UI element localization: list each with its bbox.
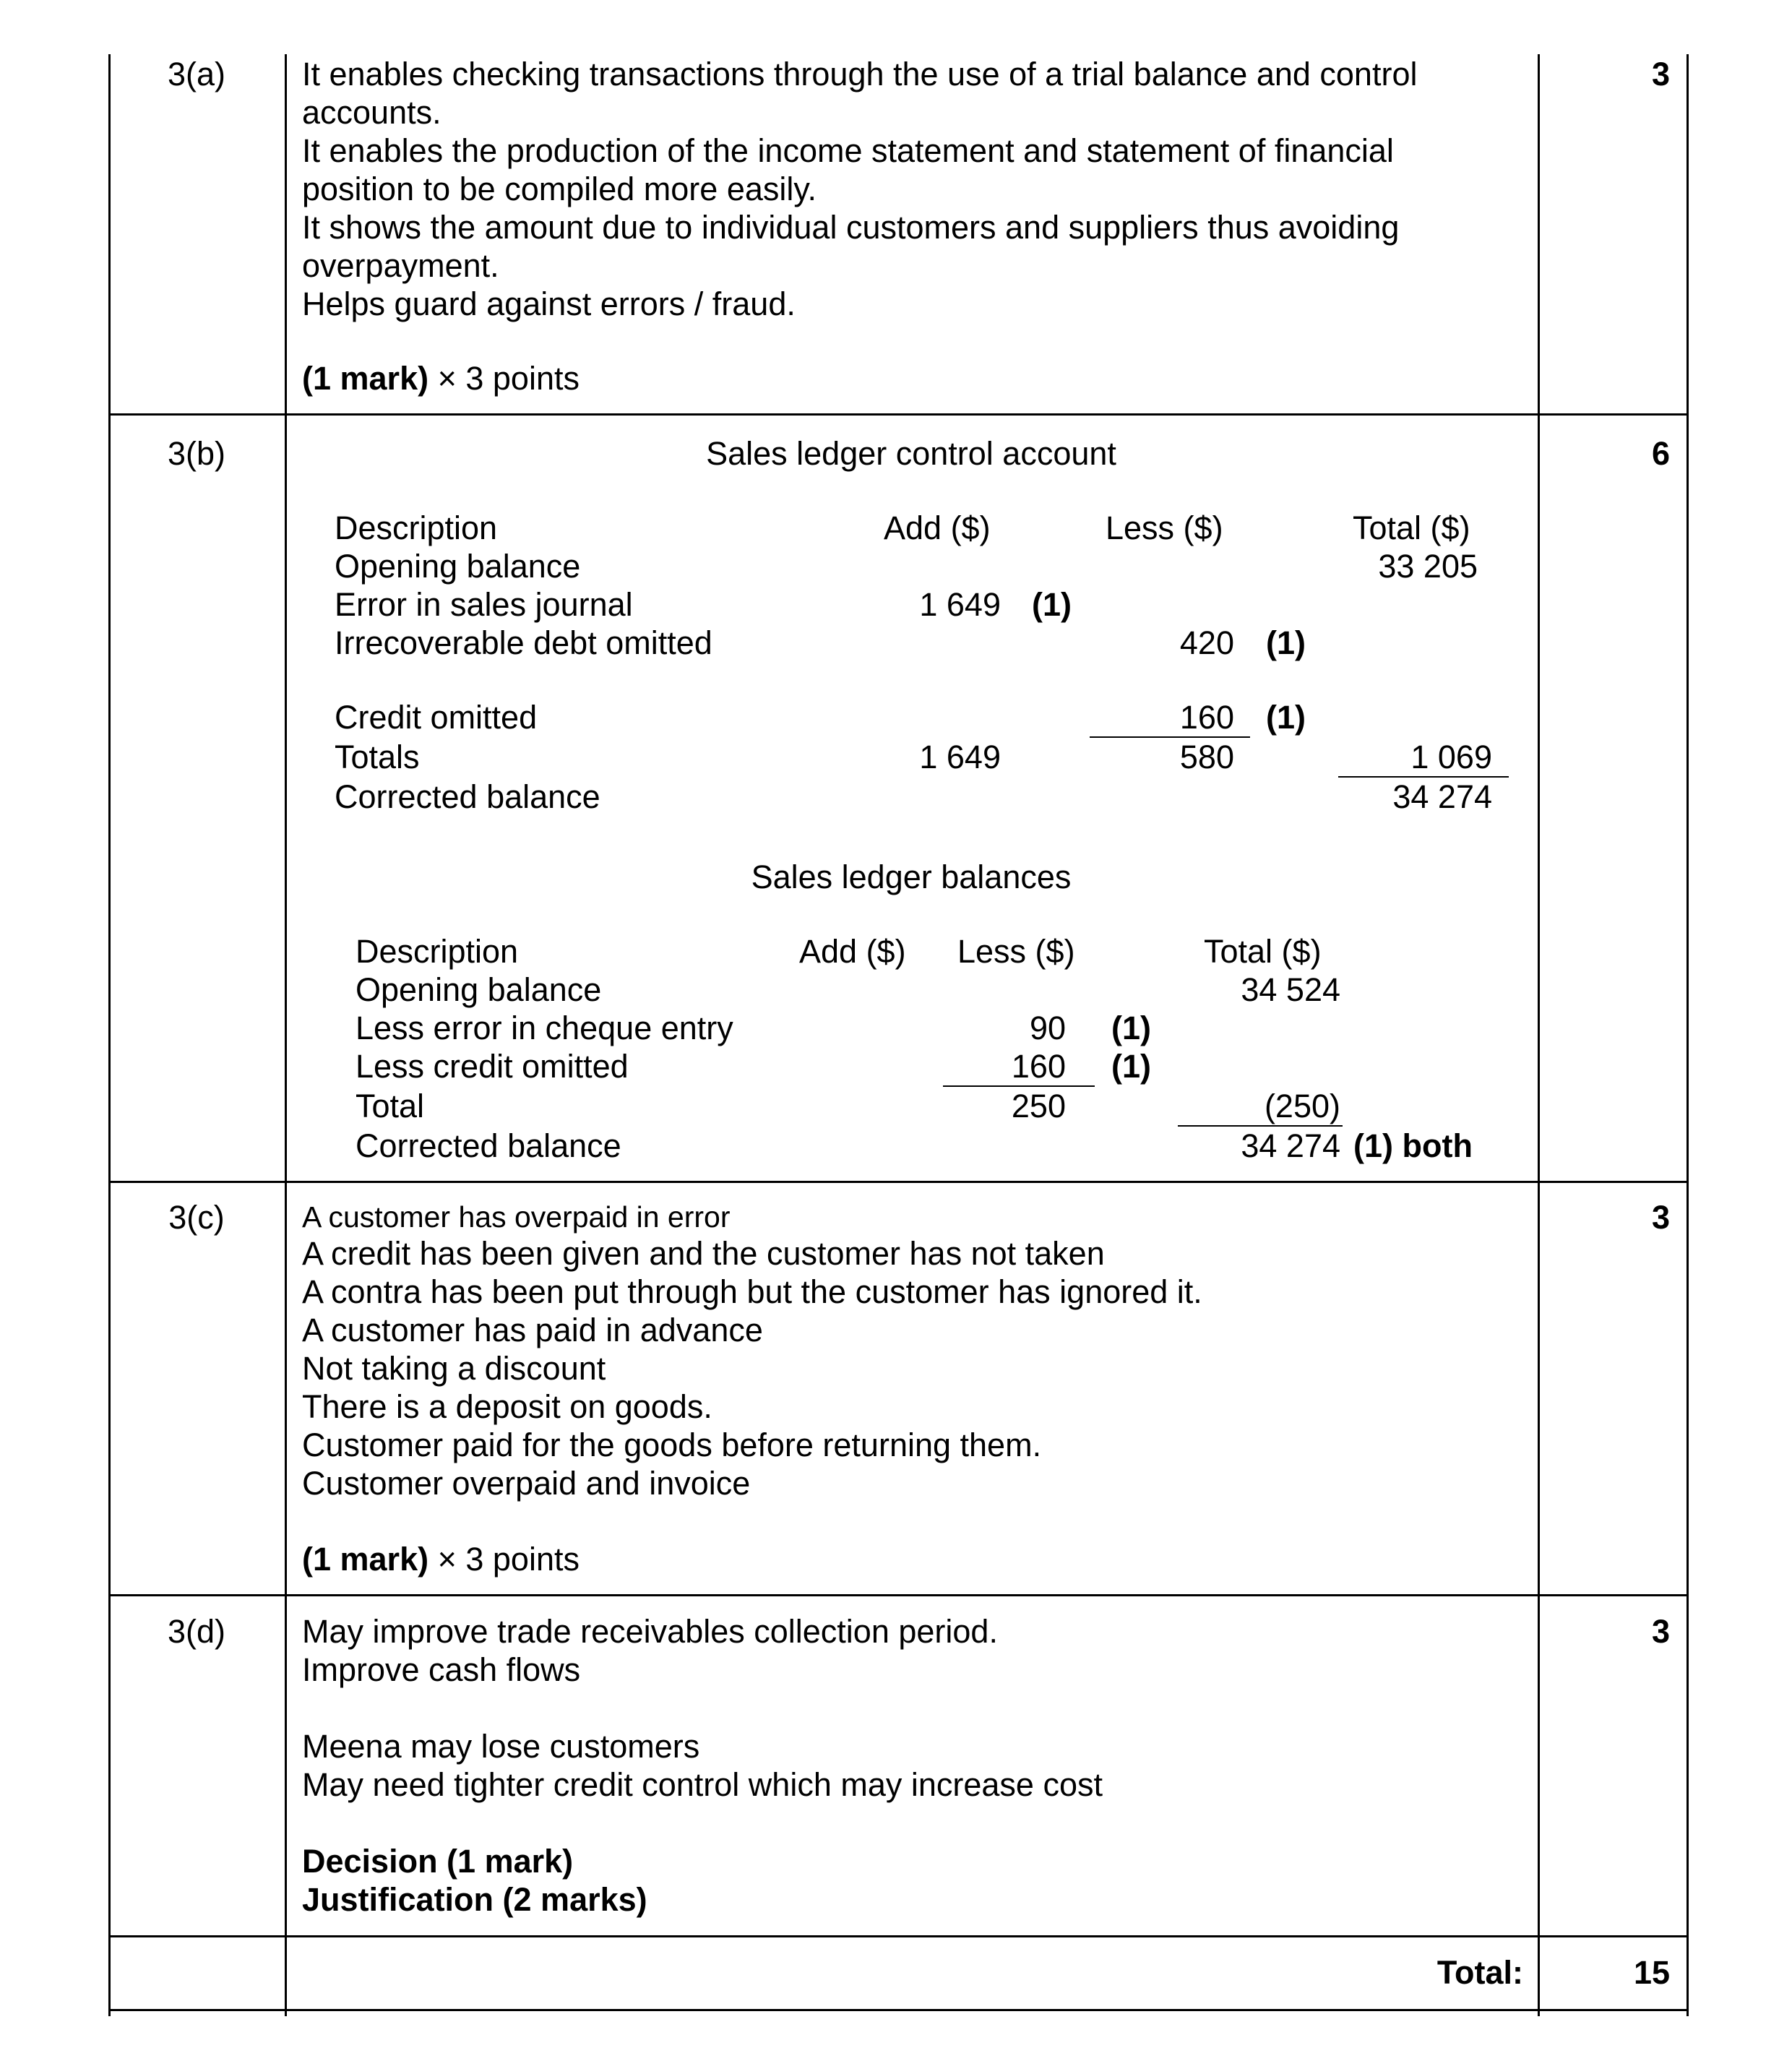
mark-scheme-note: Decision (1 mark)	[302, 1843, 574, 1880]
col-header-less: Less ($)	[957, 933, 1075, 970]
answer-line: May need tighter credit control which may increase cost	[302, 1766, 1103, 1803]
question-label: 3(a)	[167, 56, 226, 92]
answer-line: Customer paid for the goods before returning them.	[302, 1427, 1042, 1463]
mark-indicator: (1) both	[1353, 1127, 1473, 1164]
answer-line: Customer overpaid and invoice	[302, 1465, 751, 1502]
less-value: 580	[1179, 739, 1234, 775]
mark-indicator: (1)	[1111, 1010, 1151, 1046]
less-value: 420	[1179, 624, 1234, 661]
table-border-bottom	[108, 2009, 1689, 2011]
col-header-description: Description	[335, 509, 498, 546]
answer-line: A customer has paid in advance	[302, 1312, 763, 1348]
row-desc: Total	[356, 1088, 425, 1124]
mark-indicator: (1)	[1111, 1048, 1151, 1085]
answer-line: It enables the production of the income statement and statement of financial	[302, 132, 1394, 169]
less-value: 90	[1029, 1010, 1066, 1046]
question-label: 3(c)	[168, 1199, 225, 1236]
answer-line: Meena may lose customers	[302, 1728, 700, 1765]
row-divider	[108, 1181, 1689, 1183]
table-divider-marks	[1538, 54, 1540, 2016]
row-desc: Less error in cheque entry	[356, 1010, 733, 1046]
add-value: 1 649	[919, 586, 1001, 623]
answer-line: Helps guard against errors / fraud.	[302, 285, 796, 322]
control-account-title: Sales ledger control account	[706, 435, 1116, 472]
less-value: 160	[1179, 699, 1234, 736]
answer-line: overpayment.	[302, 247, 499, 284]
answer-line: It shows the amount due to individual customers and suppliers thus avoiding	[302, 209, 1400, 246]
mark-indicator: (1)	[1032, 586, 1072, 623]
marks-value: 6	[1651, 435, 1670, 472]
mark-indicator: (1)	[1266, 699, 1306, 736]
col-header-add: Add ($)	[884, 509, 991, 546]
row-desc: Irrecoverable debt omitted	[335, 624, 712, 661]
mark-scheme-note	[302, 1540, 580, 1578]
less-value: 160	[1011, 1048, 1066, 1085]
total-value: 1 069	[1410, 739, 1492, 775]
col-header-total: Total ($)	[1353, 509, 1470, 546]
total-value: 33 205	[1378, 548, 1478, 585]
answer-line: Improve cash flows	[302, 1651, 581, 1688]
row-desc: Credit omitted	[335, 699, 538, 736]
table-border-left	[108, 54, 111, 2016]
answer-line: accounts.	[302, 94, 441, 131]
row-desc: Error in sales journal	[335, 586, 633, 623]
mark-scheme-rest: × 3 points	[428, 360, 580, 397]
answer-line: A contra has been put through but the customer has ignored it.	[302, 1273, 1202, 1310]
mark-indicator: (1)	[1266, 624, 1306, 661]
col-header-add: Add ($)	[799, 933, 906, 970]
table-divider-label	[285, 54, 287, 2016]
answer-line: It enables checking transactions through the use of a trial balance and control	[302, 56, 1418, 92]
answer-line: May improve trade receivables collection period.	[302, 1613, 998, 1650]
row-desc: Opening balance	[356, 971, 602, 1008]
row-divider	[108, 1594, 1689, 1596]
col-header-total: Total ($)	[1204, 933, 1322, 970]
answer-line: position to be compiled more easily.	[302, 171, 817, 207]
row-desc: Corrected balance	[356, 1127, 621, 1164]
total-label: Total:	[1436, 1954, 1523, 1991]
row-desc: Less credit omitted	[356, 1048, 629, 1085]
mark-scheme-rest: × 3 points	[428, 1541, 580, 1578]
answer-line: A customer has overpaid in error	[302, 1200, 731, 1234]
total-value: (250)	[1264, 1088, 1340, 1124]
mark-scheme-note	[302, 359, 580, 397]
total-value: 34 274	[1392, 778, 1492, 815]
row-desc: Opening balance	[335, 548, 581, 585]
row-divider	[108, 413, 1689, 416]
answer-line: There is a deposit on goods.	[302, 1388, 712, 1425]
mark-scheme-bold: (1 mark)	[302, 360, 429, 397]
question-label: 3(d)	[167, 1613, 226, 1650]
col-header-less: Less ($)	[1106, 509, 1223, 546]
total-value: 34 274	[1241, 1127, 1340, 1164]
table-border-right	[1687, 54, 1689, 2016]
marks-value: 3	[1651, 1199, 1670, 1236]
add-value: 1 649	[919, 739, 1001, 775]
question-label: 3(b)	[167, 435, 226, 472]
mark-scheme-bold: (1 mark)	[302, 1541, 429, 1578]
less-value: 250	[1011, 1088, 1066, 1124]
total-marks: 15	[1633, 1954, 1670, 1991]
marks-value: 3	[1651, 1613, 1670, 1650]
row-desc: Totals	[335, 739, 420, 775]
col-header-description: Description	[356, 933, 519, 970]
total-value: 34 524	[1241, 971, 1340, 1008]
answer-line: Not taking a discount	[302, 1350, 606, 1387]
answer-line: A credit has been given and the customer has not taken	[302, 1235, 1105, 1272]
marks-value: 3	[1651, 56, 1670, 92]
ledger-balances-title: Sales ledger balances	[751, 859, 1072, 895]
row-divider	[108, 1935, 1689, 1937]
mark-scheme-note: Justification (2 marks)	[302, 1881, 647, 1918]
row-desc: Corrected balance	[335, 778, 600, 815]
